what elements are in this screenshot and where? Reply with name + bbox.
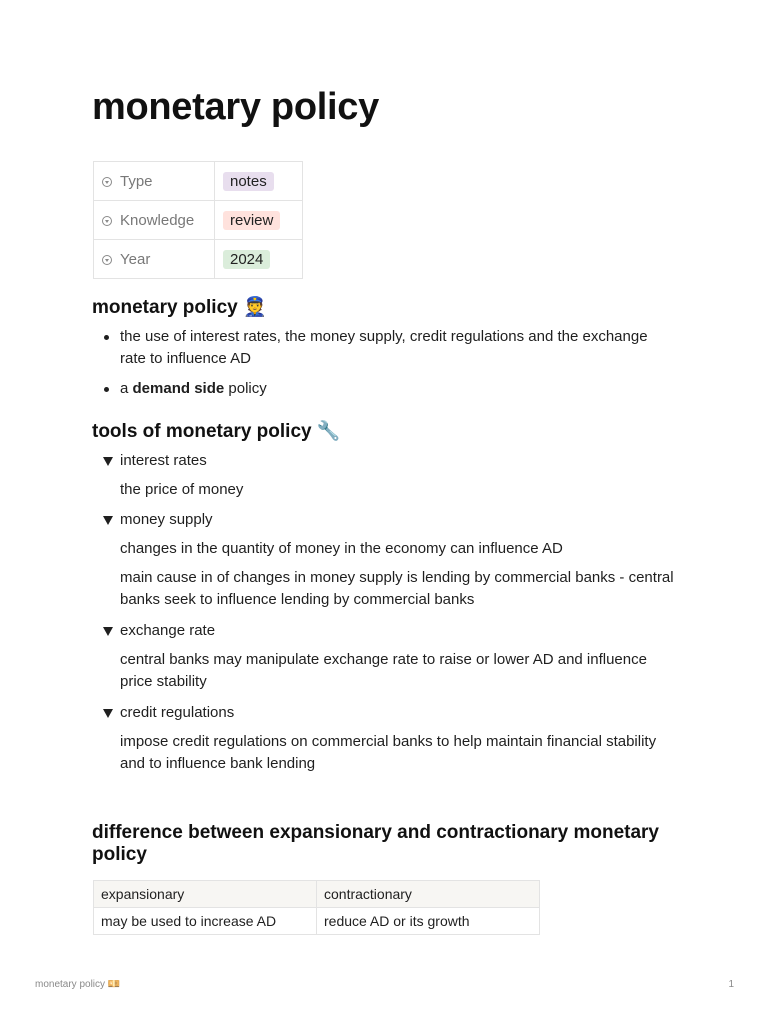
property-row-knowledge — [94, 201, 303, 240]
property-row-year — [94, 240, 303, 279]
toggle-body: main cause in of changes in money supply is lending by commercial banks - central banks seek to influence lending by commercial banks — [120, 569, 674, 608]
section-heading-monetary-policy: monetary policy 👮 — [92, 297, 267, 318]
section-heading-difference: difference between expansionary and contractionary monetary policy — [92, 822, 660, 865]
select-property-icon — [102, 216, 112, 226]
toggle-body: the price of money — [120, 481, 244, 498]
toggle-arrow-icon[interactable] — [103, 457, 113, 466]
toggle-body: central banks may manipulate exchange rate to raise or lower AD and influence price stability — [120, 651, 647, 690]
column-header: contractionary — [317, 881, 540, 908]
section-heading-tools: tools of monetary policy 🔧 — [92, 421, 341, 442]
bullet-dot — [104, 335, 109, 340]
toggle-arrow-icon[interactable] — [103, 516, 113, 525]
table-header-row — [94, 881, 540, 908]
properties-table — [93, 161, 303, 279]
toggle-money-supply[interactable]: money supply — [120, 511, 213, 528]
table-cell: may be used to increase AD — [94, 908, 317, 935]
page-title: monetary policy — [92, 86, 379, 128]
select-property-icon — [102, 177, 112, 187]
bullet-suffix: policy — [224, 380, 267, 397]
bullet-dot — [104, 387, 109, 392]
toggle-body: impose credit regulations on commercial banks to help maintain financial stability and to influence bank lending — [120, 733, 657, 772]
property-key: Knowledge — [120, 211, 195, 229]
toggle-credit-regulations[interactable]: credit regulations — [120, 704, 235, 721]
table-cell: reduce AD or its growth — [317, 908, 540, 935]
footer-page-number: 1 — [728, 979, 734, 990]
column-header: expansionary — [94, 881, 317, 908]
comparison-table — [93, 880, 540, 935]
bullet-bold: demand side — [132, 380, 225, 397]
property-row-type — [94, 162, 303, 201]
tag-year[interactable]: 2024 — [223, 250, 270, 269]
tag-notes[interactable]: notes — [223, 172, 274, 191]
toggle-arrow-icon[interactable] — [103, 627, 113, 636]
bullet-item — [120, 378, 660, 400]
toggle-interest-rates[interactable]: interest rates — [120, 452, 207, 469]
property-key: Year — [120, 250, 151, 268]
toggle-body: changes in the quantity of money in the economy can influence AD — [120, 540, 563, 557]
footer-page-title: monetary policy 💴 — [35, 979, 121, 990]
property-key: Type — [120, 172, 153, 190]
bullet-prefix: a — [120, 380, 133, 397]
toggle-exchange-rate[interactable]: exchange rate — [120, 622, 216, 639]
toggle-arrow-icon[interactable] — [103, 709, 113, 718]
bullet-item: the use of interest rates, the money supply, credit regulations and the exchange rate to influence AD — [120, 328, 648, 367]
tag-review[interactable]: review — [223, 211, 280, 230]
table-row — [94, 908, 540, 935]
select-property-icon — [102, 255, 112, 265]
